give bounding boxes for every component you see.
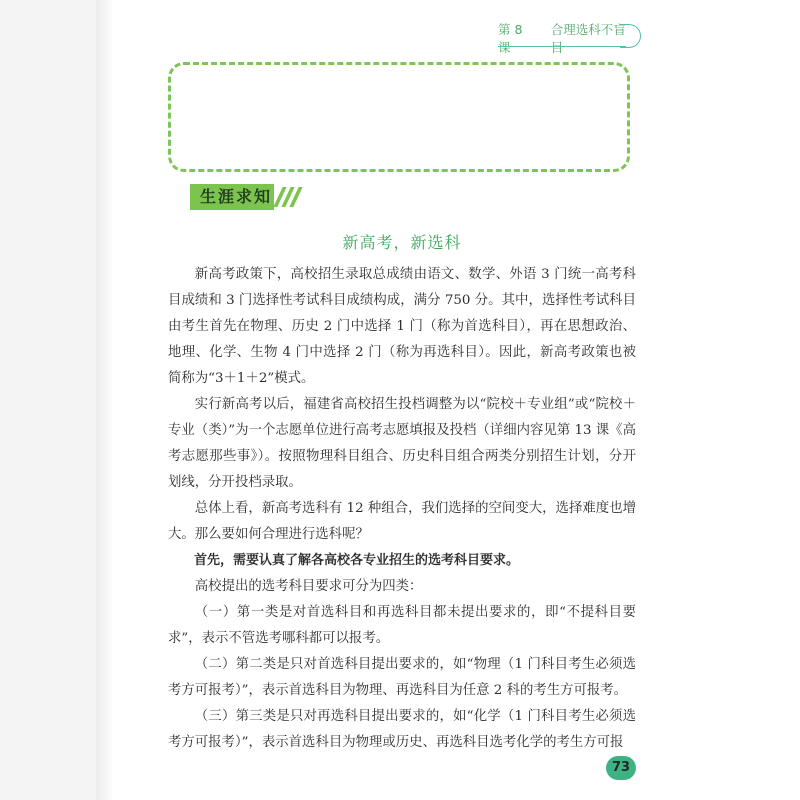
article-body — [168, 262, 636, 756]
article-title: 新高考，新选科 — [342, 233, 462, 252]
header-rule — [498, 46, 626, 47]
section-tag — [190, 184, 296, 210]
page-number: 73 — [606, 756, 636, 780]
paragraph: 总体上看，新高考选科有 12 种组合，我们选择的空间变大，选择难度也增大。那么要如何合理进行选科呢？ — [168, 501, 636, 542]
lesson-title: 合理选科不盲目 — [550, 22, 626, 55]
paragraph: 新高考政策下，高校招生录取总成绩由语文、数学、外语 3 门统一高考科目成绩和 3 门选择性考试科目成绩构成，满分 750 分。其中，选择性考试科目由考生首先在物理、历史 2 门中选择 1 门（称为首选科目），再在思想政治、地理、化学、生物 4 门中选择 2 门（称为再选科目）。因此，新高考政策也被简称为“3＋1＋2”模式。 — [168, 267, 636, 386]
dashed-note-box — [168, 62, 630, 172]
paragraph-emphasis: 首先，需要认真了解各高校各专业招生的选考科目要求。 — [194, 553, 520, 568]
paragraph: （一）第一类是对首选科目和再选科目都未提出要求的，即“不提科目要求”，表示不管选考哪科都可以报考。 — [168, 605, 636, 646]
paragraph: 实行新高考以后，福建省高校招生投档调整为以“院校＋专业组”或“院校＋专业（类）”为一个志愿单位进行高考志愿填报及投档（详细内容见第 13 课《高考志愿那些事》）。按照物理科目组合、历史科目组合两类分别招生计划，分开划线，分开投档录取。 — [168, 397, 636, 490]
lesson-number: 第 8 课 — [498, 22, 523, 55]
paragraph: （二）第二类是只对首选科目提出要求的，如“物理（1 门科目考生必须选考方可报考）”，表示首选科目为物理、再选科目为任意 2 科的考生方可报考。 — [168, 657, 636, 698]
paragraph: 高校提出的选考科目要求可分为四类： — [194, 579, 423, 594]
section-tag-label: 生涯求知 — [200, 187, 273, 206]
running-header — [498, 22, 638, 55]
paragraph: （三）第三类是只对再选科目提出要求的，如“化学（1 门科目考生必须选考方可报考）”，表示首选科目为物理或历史、再选科目选考化学的考生方可报 — [168, 709, 636, 750]
